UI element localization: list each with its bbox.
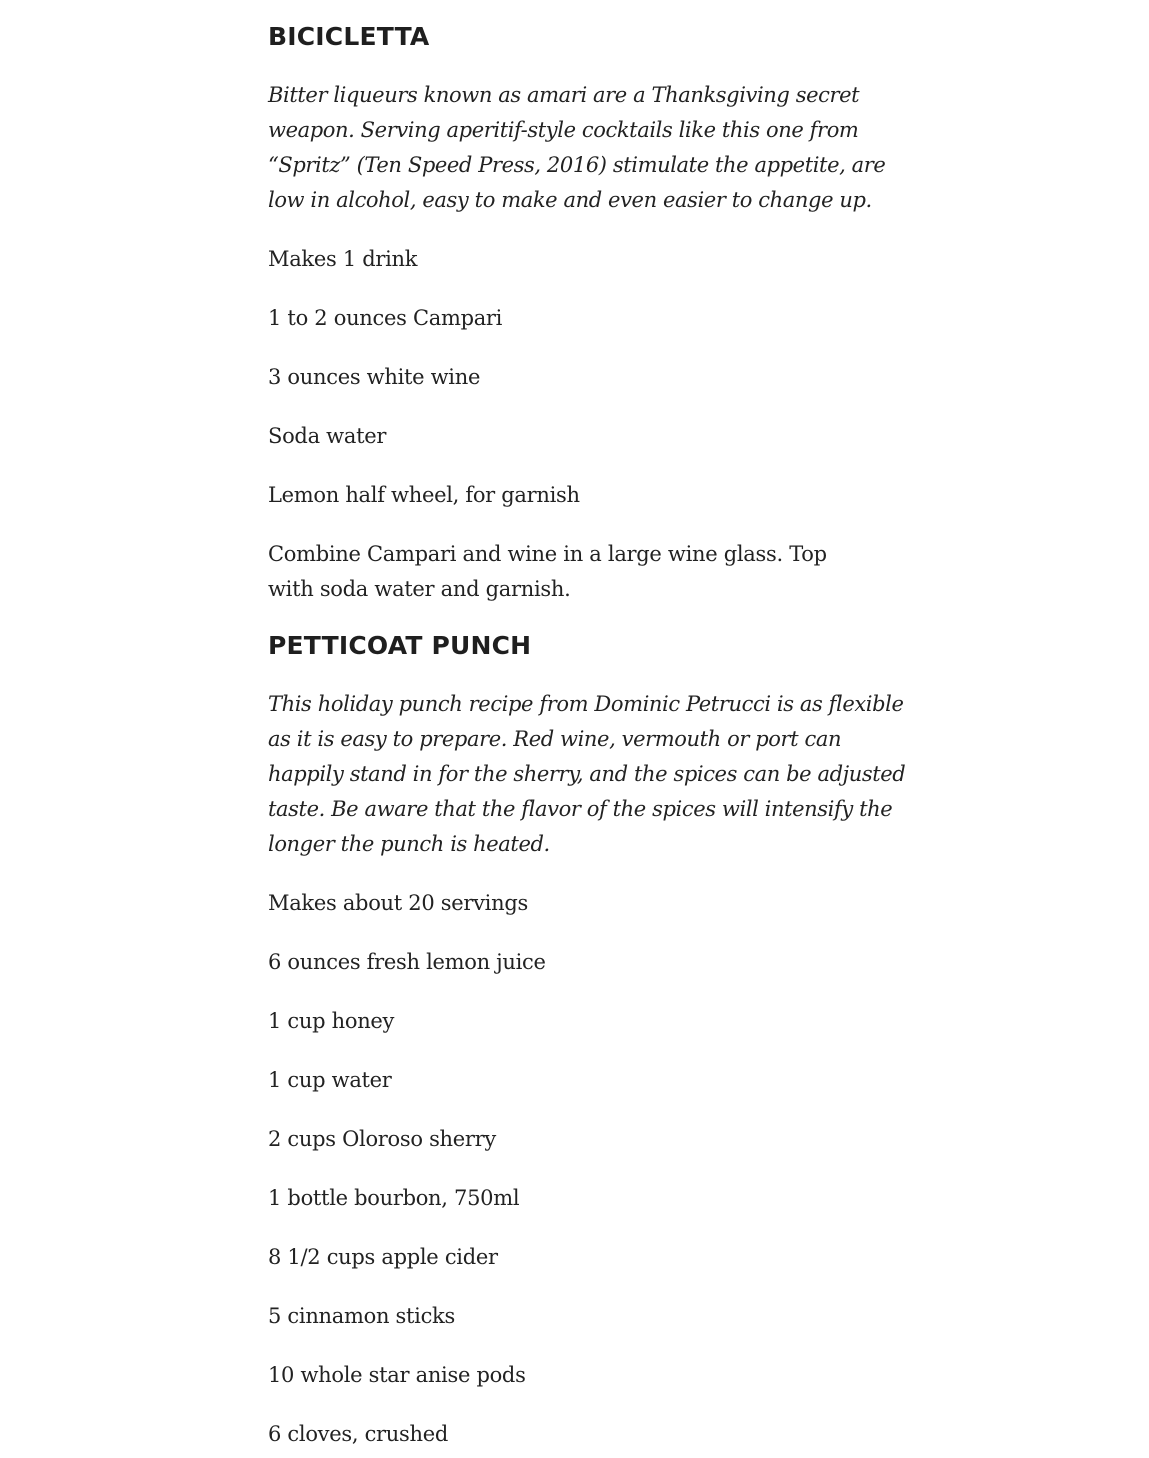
recipe-intro: This holiday punch recipe from Dominic Petrucci is as flexible as it is easy to prepare. Red wine, vermouth or port can happily stand in for the sherry, and the spices can be adjusted taste. Be aware that the flavor of the spices will intensify the longer the punch is heated. bbox=[268, 692, 906, 856]
ingredient-item: 2 cups Oloroso sherry bbox=[268, 1127, 496, 1151]
ingredient-item: Lemon half wheel, for garnish bbox=[268, 483, 580, 507]
recipe-title-petticoat-punch: PETTICOAT PUNCH bbox=[268, 631, 532, 660]
ingredient-item: 1 cup honey bbox=[268, 1009, 395, 1033]
ingredient-item: 1 cup water bbox=[268, 1068, 392, 1092]
ingredient-item: 6 ounces fresh lemon juice bbox=[268, 950, 546, 974]
ingredient-item: 8 1/2 cups apple cider bbox=[268, 1245, 498, 1269]
recipe-intro: Bitter liqueurs known as amari are a Thanksgiving secret weapon. Serving aperitif-style cocktails like this one from “Spritz” (Ten Speed Press, 2016) stimulate the appetite, are low in alcohol, easy to make and even easier to change up. bbox=[268, 83, 886, 212]
recipe-yield: Makes about 20 servings bbox=[268, 891, 528, 915]
recipe-yield: Makes 1 drink bbox=[268, 247, 418, 271]
ingredient-item: 1 bottle bourbon, 750ml bbox=[268, 1186, 520, 1210]
recipe-title-bicicletta: BICICLETTA bbox=[268, 22, 430, 51]
ingredient-item: 6 cloves, crushed bbox=[268, 1422, 448, 1446]
ingredient-item: 1 to 2 ounces Campari bbox=[268, 306, 503, 330]
ingredient-item: Soda water bbox=[268, 424, 387, 448]
ingredient-item: 10 whole star anise pods bbox=[268, 1363, 526, 1387]
ingredient-item: 5 cinnamon sticks bbox=[268, 1304, 455, 1328]
ingredient-item: 3 ounces white wine bbox=[268, 365, 481, 389]
recipe-instructions: Combine Campari and wine in a large wine glass. Top with soda water and garnish. bbox=[268, 542, 827, 601]
